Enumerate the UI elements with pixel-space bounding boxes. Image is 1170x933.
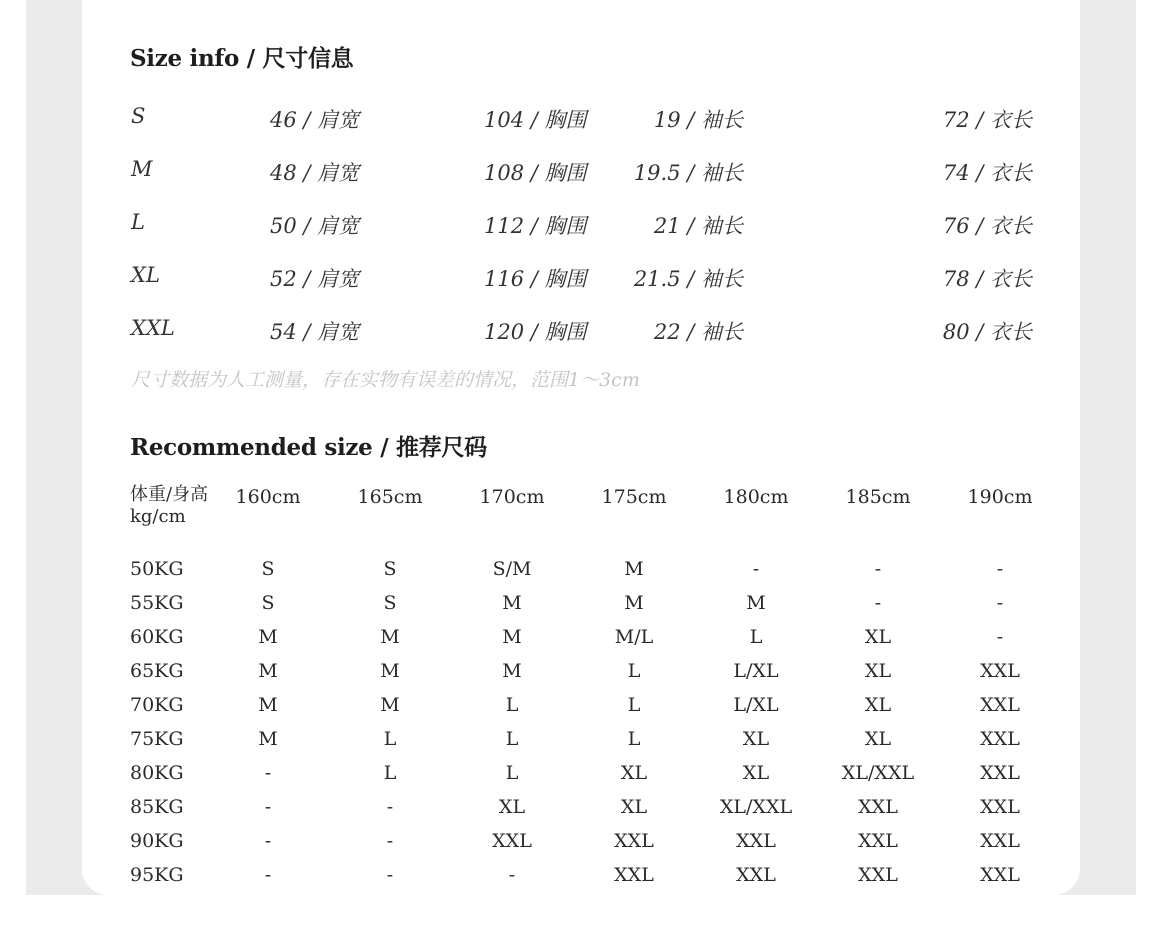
sleeve-value: 19 / 袖长	[653, 108, 743, 132]
table-row	[0, 592, 1170, 620]
sleeve-value: 21 / 袖长	[653, 214, 743, 238]
weight-label: 70KG	[130, 694, 184, 716]
weight-label: 55KG	[130, 592, 184, 614]
weight-label: 95KG	[130, 864, 184, 886]
shoulder-value: 48 / 肩宽	[270, 161, 360, 185]
size-cell: M	[502, 660, 522, 682]
size-cell: L	[383, 762, 397, 784]
chest-value: 108 / 胸围	[484, 161, 587, 185]
size-cell: XXL	[492, 830, 532, 852]
size-cell: XXL	[858, 864, 898, 886]
size-cell: L/XL	[733, 694, 779, 716]
length-value: 74 / 衣长	[942, 161, 1032, 185]
size-cell: -	[264, 762, 272, 784]
size-cell: M	[502, 626, 522, 648]
table-row	[0, 864, 1170, 892]
size-cell: -	[874, 558, 882, 580]
size-cell: M	[380, 660, 400, 682]
size-label: XL	[131, 263, 160, 287]
size-cell: M/L	[614, 626, 654, 648]
size-cell: -	[508, 864, 516, 886]
size-cell: M	[258, 626, 278, 648]
size-cell: M	[380, 626, 400, 648]
recommended-table-header	[0, 484, 1170, 534]
length-value: 78 / 衣长	[942, 267, 1032, 291]
corner-line-units: kg/cm	[130, 506, 186, 527]
recommended-size-title: Recommended size / 推荐尺码	[130, 434, 487, 461]
table-row	[0, 626, 1170, 654]
size-cell: M	[624, 558, 644, 580]
table-row	[0, 558, 1170, 586]
size-cell: -	[386, 796, 394, 818]
table-row	[0, 762, 1170, 790]
size-row	[0, 157, 1170, 191]
size-row	[0, 263, 1170, 297]
size-cell: XXL	[736, 864, 776, 886]
length-value: 72 / 衣长	[942, 108, 1032, 132]
size-cell: -	[996, 592, 1004, 614]
table-row	[0, 660, 1170, 688]
size-cell: M	[258, 694, 278, 716]
size-cell: L	[627, 694, 641, 716]
size-cell: XXL	[858, 796, 898, 818]
size-cell: XL/XXL	[719, 796, 793, 818]
chest-value: 120 / 胸围	[484, 320, 587, 344]
chest-value: 112 / 胸围	[484, 214, 587, 238]
sleeve-value: 21.5 / 袖长	[633, 267, 743, 291]
size-cell: -	[264, 796, 272, 818]
corner-line-weight-height: 体重/身高	[130, 484, 209, 505]
shoulder-value: 54 / 肩宽	[270, 320, 360, 344]
height-header: 160cm	[235, 486, 301, 508]
table-corner-label	[130, 484, 208, 528]
length-value: 76 / 衣长	[942, 214, 1032, 238]
height-header: 180cm	[723, 486, 789, 508]
size-cell: XXL	[614, 864, 654, 886]
weight-label: 75KG	[130, 728, 184, 750]
size-cell: M	[258, 660, 278, 682]
size-cell: XL	[864, 626, 892, 648]
chest-value: 116 / 胸围	[484, 267, 587, 291]
sleeve-value: 19.5 / 袖长	[633, 161, 743, 185]
size-cell: XL	[620, 796, 648, 818]
size-cell: M	[746, 592, 766, 614]
size-cell: M	[258, 728, 278, 750]
shoulder-value: 52 / 肩宽	[270, 267, 360, 291]
size-cell: -	[874, 592, 882, 614]
size-cell: XL	[742, 762, 770, 784]
size-cell: M	[624, 592, 644, 614]
weight-label: 80KG	[130, 762, 184, 784]
size-cell: S/M	[492, 558, 532, 580]
size-cell: L	[505, 762, 519, 784]
size-row	[0, 210, 1170, 244]
size-label: L	[131, 210, 145, 234]
length-value: 80 / 衣长	[942, 320, 1032, 344]
shoulder-value: 50 / 肩宽	[270, 214, 360, 238]
size-cell: XL/XXL	[841, 762, 915, 784]
size-cell: L	[749, 626, 763, 648]
size-cell: L	[383, 728, 397, 750]
height-header: 170cm	[479, 486, 545, 508]
size-cell: L	[505, 694, 519, 716]
size-cell: S	[383, 592, 397, 614]
size-cell: -	[752, 558, 760, 580]
table-row	[0, 830, 1170, 858]
height-header: 190cm	[967, 486, 1033, 508]
height-header: 175cm	[601, 486, 667, 508]
size-cell: XXL	[980, 728, 1020, 750]
size-cell: XXL	[980, 830, 1020, 852]
size-cell: M	[380, 694, 400, 716]
shoulder-value: 46 / 肩宽	[270, 108, 360, 132]
size-cell: XL	[498, 796, 526, 818]
size-cell: XL	[742, 728, 770, 750]
weight-label: 60KG	[130, 626, 184, 648]
size-cell: XXL	[614, 830, 654, 852]
size-cell: XXL	[736, 830, 776, 852]
weight-label: 90KG	[130, 830, 184, 852]
sleeve-value: 22 / 袖长	[653, 320, 743, 344]
size-cell: -	[386, 864, 394, 886]
size-label: M	[131, 157, 153, 181]
size-cell: M	[502, 592, 522, 614]
size-cell: XL	[864, 728, 892, 750]
size-cell: -	[264, 830, 272, 852]
weight-label: 85KG	[130, 796, 184, 818]
size-cell: L	[505, 728, 519, 750]
size-cell: XXL	[980, 694, 1020, 716]
size-cell: XXL	[980, 864, 1020, 886]
size-cell: XXL	[858, 830, 898, 852]
size-cell: -	[264, 864, 272, 886]
measurement-note: 尺寸数据为人工测量，存在实物有误差的情况，范围1～3cm	[131, 369, 640, 391]
size-cell: -	[996, 626, 1004, 648]
size-cell: S	[261, 558, 275, 580]
size-cell: -	[996, 558, 1004, 580]
table-row	[0, 796, 1170, 824]
table-row	[0, 694, 1170, 722]
height-header: 165cm	[357, 486, 423, 508]
size-row	[0, 104, 1170, 138]
size-cell: S	[383, 558, 397, 580]
size-cell: XL	[620, 762, 648, 784]
size-cell: XXL	[980, 762, 1020, 784]
weight-label: 65KG	[130, 660, 184, 682]
table-row	[0, 728, 1170, 756]
size-label: S	[131, 104, 146, 128]
chest-value: 104 / 胸围	[484, 108, 587, 132]
size-cell: L	[627, 660, 641, 682]
height-header: 185cm	[845, 486, 911, 508]
size-info-title: Size info / 尺寸信息	[130, 45, 354, 72]
size-cell: XXL	[980, 660, 1020, 682]
size-cell: L/XL	[733, 660, 779, 682]
size-cell: XL	[864, 660, 892, 682]
size-cell: XL	[864, 694, 892, 716]
size-cell: XXL	[980, 796, 1020, 818]
size-row	[0, 316, 1170, 350]
size-cell: S	[261, 592, 275, 614]
size-cell: -	[386, 830, 394, 852]
weight-label: 50KG	[130, 558, 184, 580]
size-cell: L	[627, 728, 641, 750]
size-label: XXL	[131, 316, 175, 340]
